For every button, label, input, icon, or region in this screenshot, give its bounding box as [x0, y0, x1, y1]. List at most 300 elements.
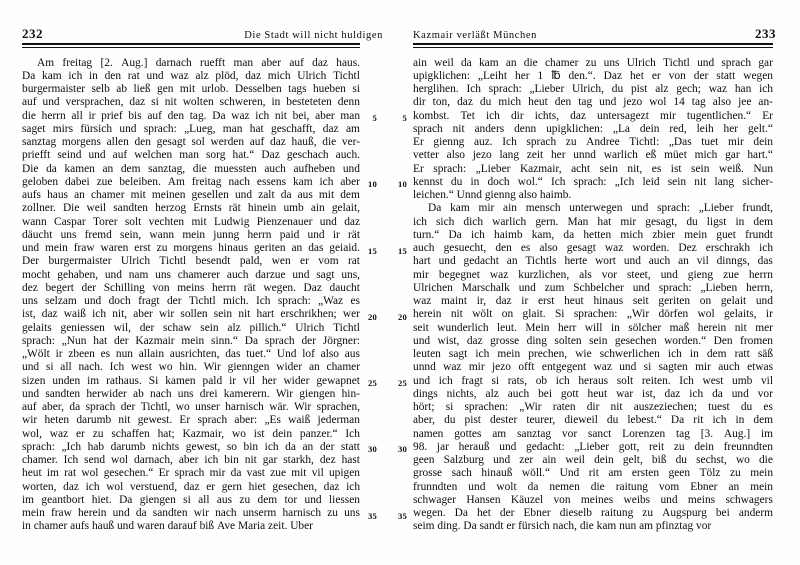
word: prief	[101, 109, 123, 122]
word: waz	[231, 109, 250, 122]
word: Nun	[753, 162, 774, 175]
word: Daz	[603, 69, 622, 82]
word: auch	[226, 268, 249, 281]
word: herrn	[41, 109, 66, 122]
word: man	[340, 109, 361, 122]
word: besteteten	[286, 96, 332, 109]
word: und	[413, 374, 431, 387]
word: het	[629, 69, 644, 82]
line-text	[413, 467, 773, 480]
word: wer	[342, 308, 360, 321]
text-line	[22, 295, 360, 308]
word: dein	[272, 427, 293, 440]
word: herte	[564, 255, 588, 268]
word: kamen	[64, 162, 95, 175]
word: waz	[443, 361, 462, 374]
word: gar	[758, 56, 773, 69]
word: ding.	[437, 520, 461, 533]
word: begert	[45, 281, 74, 294]
word: uns	[60, 228, 77, 241]
word: du	[611, 83, 624, 96]
word: Tölz	[699, 467, 721, 480]
line-number: 10	[368, 179, 377, 190]
left-folio-number: 232	[22, 26, 43, 41]
word: umb	[732, 374, 753, 387]
word: am	[608, 467, 623, 480]
word: kamerern.	[223, 387, 270, 400]
word: im	[760, 427, 773, 440]
word: an	[308, 361, 320, 374]
word: rats,	[507, 374, 528, 387]
word: er	[506, 520, 516, 533]
word: rit	[588, 467, 599, 480]
word: [3.	[700, 427, 714, 440]
word: hin-	[341, 387, 360, 400]
word: mein	[497, 348, 521, 361]
word: von	[152, 281, 170, 294]
word: muessten	[214, 162, 257, 175]
word: sagt	[448, 348, 468, 361]
word: an	[678, 255, 689, 268]
word: eß	[645, 149, 657, 162]
word: herauß	[458, 440, 490, 453]
word: waz	[170, 69, 189, 82]
word: im	[46, 467, 59, 480]
word: zue	[96, 175, 113, 188]
word: zu	[642, 507, 654, 520]
word: Tet	[460, 109, 475, 122]
word: daz	[664, 387, 681, 400]
word: teurer,	[526, 414, 556, 427]
line-number: 30	[398, 444, 407, 455]
word: auch	[648, 255, 671, 268]
word: will	[584, 321, 603, 334]
word: mensch	[525, 202, 561, 215]
word: mein	[750, 480, 773, 493]
word: fragt	[461, 374, 483, 387]
word: mit	[318, 189, 335, 202]
word: sein	[200, 321, 219, 334]
word: dabei	[65, 175, 90, 188]
word: auch	[413, 242, 435, 255]
word: Kazmair,	[182, 427, 225, 440]
word: si	[491, 374, 500, 387]
word: meinen	[151, 189, 186, 202]
line-text	[413, 428, 773, 441]
word: nam	[128, 268, 149, 281]
word: aber,	[41, 401, 64, 414]
word: Die	[62, 202, 80, 215]
word: Tichtl	[159, 255, 187, 268]
word: wir	[22, 414, 38, 427]
word: waiß	[288, 414, 311, 427]
word: und	[307, 228, 325, 241]
word: wie	[575, 348, 592, 361]
word: die	[322, 136, 337, 149]
word: Er	[413, 162, 424, 175]
text-line	[413, 202, 773, 215]
word: haus	[47, 189, 68, 202]
word: auf	[22, 401, 37, 414]
word: mir	[659, 109, 676, 122]
line-text	[413, 494, 773, 507]
word: tag	[691, 96, 706, 109]
word: ain	[413, 56, 427, 69]
line-number: 10	[398, 179, 407, 190]
word: dir	[586, 401, 600, 414]
word: an	[728, 480, 740, 493]
word: kam,	[531, 228, 555, 241]
text-line	[398, 440, 773, 455]
word: und	[499, 440, 517, 453]
text-line	[413, 83, 773, 96]
word: wir	[159, 308, 175, 321]
text-line	[22, 308, 377, 322]
word: worten,	[22, 480, 57, 493]
text-line	[22, 202, 360, 215]
word: gehaben,	[57, 268, 99, 281]
word: gedacht	[463, 255, 499, 268]
word: welchen	[134, 149, 173, 162]
word: Ulrich	[295, 321, 325, 334]
word: ich	[485, 109, 500, 122]
word: wo	[232, 427, 246, 440]
word: harnisch	[225, 401, 264, 414]
word: ℔	[551, 69, 561, 82]
word: an-	[758, 96, 773, 109]
word: geriten	[253, 242, 286, 255]
word: priefft	[22, 149, 51, 162]
word: dörfen	[658, 308, 689, 321]
word: dings	[413, 387, 438, 400]
word: geantbort	[41, 493, 85, 506]
word: aber	[315, 109, 335, 122]
word: Tichtl	[333, 321, 360, 334]
word: auf	[147, 109, 162, 122]
word: mich	[267, 69, 291, 82]
word: herglihen.	[413, 83, 459, 96]
word: wo	[735, 454, 750, 467]
word: waz	[708, 83, 728, 96]
word: Augspurg	[662, 507, 707, 520]
right-text-block	[398, 56, 774, 534]
word: ratt	[734, 348, 750, 361]
word: du	[675, 454, 687, 467]
word: ausrichten,	[169, 348, 220, 361]
text-line	[413, 494, 773, 507]
word: wist,	[437, 334, 460, 347]
word: sprach:	[143, 122, 177, 135]
text-line	[22, 83, 360, 96]
word: pist	[464, 414, 481, 427]
line-text	[413, 335, 773, 348]
word: ich	[759, 242, 774, 255]
word: die	[523, 56, 538, 69]
word: und	[319, 215, 337, 228]
word: hört;	[413, 401, 435, 414]
word: seit	[413, 321, 429, 334]
word: uns	[22, 295, 38, 308]
line-number: 35	[368, 510, 377, 521]
word: sprach	[413, 122, 443, 135]
text-line	[22, 388, 360, 401]
text-line	[413, 57, 773, 70]
word: wo	[158, 361, 173, 374]
word: werden	[210, 136, 245, 149]
word: seim	[413, 520, 435, 533]
word: meines	[580, 493, 614, 506]
word: schwerlichen	[599, 348, 660, 361]
word: grosse	[490, 334, 520, 347]
word: der	[139, 321, 155, 334]
word: nun	[619, 520, 637, 533]
word: Ludwig	[213, 215, 250, 228]
word: aber,	[413, 414, 435, 427]
word: sprach	[264, 334, 295, 347]
word: waz	[49, 427, 69, 440]
word: Er	[413, 136, 424, 149]
word: Ebner	[523, 507, 551, 520]
word: solten	[554, 334, 582, 347]
word: kam	[42, 69, 62, 82]
word: daz	[495, 295, 512, 308]
word: Torer	[93, 215, 118, 228]
word: biß	[199, 520, 215, 533]
word: Tichtl	[188, 295, 216, 308]
word: sich	[435, 215, 455, 228]
word: hiet.	[91, 493, 112, 506]
word: schweren,	[219, 96, 266, 109]
word: hab	[87, 440, 105, 453]
word: daz	[322, 122, 339, 135]
word: leuten	[413, 348, 441, 361]
word: „Lieben	[700, 281, 738, 294]
word: junng	[213, 228, 240, 241]
line-text	[22, 375, 360, 388]
text-line	[413, 454, 773, 467]
word: sprach:	[22, 440, 55, 453]
line-text	[413, 269, 773, 282]
word: sprachen:	[573, 308, 618, 321]
word: Da	[428, 202, 442, 215]
word: aber	[178, 454, 199, 467]
left-running-head	[22, 26, 385, 41]
word: weiß.	[718, 162, 744, 175]
line-text	[413, 454, 773, 467]
word: und	[493, 454, 511, 467]
word: und	[632, 281, 650, 294]
word: wir	[193, 507, 209, 520]
word: waz	[604, 242, 624, 255]
right-page	[385, 0, 800, 565]
word: Er	[762, 109, 773, 122]
line-text	[22, 163, 360, 176]
word: und	[104, 268, 122, 281]
word: Wir	[275, 387, 294, 400]
word: si	[445, 401, 454, 414]
word: Hansen	[466, 493, 501, 506]
word: unden	[52, 374, 81, 387]
word: erschrakh	[705, 242, 751, 255]
word: unterwegen	[569, 202, 623, 215]
word: tags	[288, 83, 307, 96]
text-line	[413, 414, 773, 427]
word: Aug.]	[723, 427, 751, 440]
word: etwas	[747, 361, 774, 374]
line-text	[22, 361, 360, 374]
word: Da	[448, 228, 462, 241]
word: Ave	[216, 520, 236, 533]
word: sanztag	[22, 136, 57, 149]
word: nit,	[112, 308, 128, 321]
word: heraus	[578, 374, 609, 387]
word: vom	[318, 255, 339, 268]
word: ligst	[706, 215, 727, 228]
text-line	[413, 70, 773, 83]
word: vor	[757, 387, 773, 400]
word: daz	[41, 308, 58, 321]
left-head-rule	[22, 43, 360, 48]
text-line	[22, 520, 360, 533]
word: leid	[642, 175, 660, 188]
word: waz	[593, 361, 612, 374]
word: dez	[22, 281, 38, 294]
word: bis	[128, 109, 142, 122]
word: „Das	[668, 136, 692, 149]
word: mocht	[22, 268, 51, 281]
word: mein	[45, 242, 68, 255]
word: jezo	[472, 149, 492, 162]
word: Die	[22, 162, 39, 175]
line-text	[413, 216, 773, 229]
word: giengen	[139, 493, 176, 506]
word: der	[114, 334, 129, 347]
word: wolt	[496, 480, 517, 493]
word: kam	[596, 520, 617, 533]
word: gelt.“	[747, 122, 773, 135]
word: gienngen	[227, 361, 270, 374]
word: daz	[245, 69, 262, 82]
word: unserm	[242, 507, 277, 520]
word: gesechen	[614, 334, 657, 347]
word: vil	[311, 467, 324, 480]
word: säß	[757, 348, 774, 361]
word: aus	[216, 493, 233, 506]
word: raitung	[615, 480, 648, 493]
word: mit	[179, 83, 196, 96]
word: Ich	[109, 361, 125, 374]
word: er	[300, 255, 309, 268]
word: wol	[649, 96, 667, 109]
word: nit	[452, 122, 465, 135]
word: ich	[346, 480, 361, 493]
word: ir	[229, 374, 237, 387]
word: schwager	[413, 493, 457, 506]
word: und	[623, 255, 641, 268]
word: zbier	[652, 228, 676, 241]
word: alz	[227, 321, 241, 334]
word: jee	[738, 96, 752, 109]
word: Kazmair,	[519, 162, 562, 175]
word: Schbelcher	[573, 281, 624, 294]
word: uns	[344, 507, 360, 520]
line-text	[413, 123, 773, 136]
word: „Lieber	[475, 162, 511, 175]
word: sprach	[526, 136, 557, 149]
word: und	[22, 387, 40, 400]
word: zue	[270, 467, 287, 480]
word: also	[446, 149, 466, 162]
word: und	[697, 56, 715, 69]
word: ich	[413, 215, 427, 228]
word: waren	[136, 520, 165, 533]
paragraph-indent	[413, 202, 428, 215]
word: ir	[88, 109, 96, 122]
right-folio-number: 233	[754, 26, 776, 41]
word: wegen.	[413, 507, 446, 520]
word: herzog	[155, 202, 187, 215]
word: dir	[413, 96, 426, 109]
word: vast	[246, 467, 265, 480]
word: guet	[716, 228, 736, 241]
line-text	[22, 494, 360, 507]
word: Tichtl	[333, 69, 360, 82]
word: send	[84, 454, 106, 467]
word: bei	[715, 507, 730, 520]
word: jezo	[623, 96, 643, 109]
word: mein	[22, 507, 45, 520]
word: drei	[199, 387, 218, 400]
word: und	[84, 295, 102, 308]
word: also	[320, 348, 339, 361]
word: dein	[694, 440, 714, 453]
word: sollen	[180, 308, 208, 321]
word: dieweil	[564, 414, 598, 427]
text-line	[413, 123, 773, 136]
line-text	[413, 282, 773, 295]
word: mit	[291, 467, 307, 480]
word: wol	[697, 308, 715, 321]
word: die	[758, 454, 773, 467]
word: uns	[603, 56, 620, 69]
word: Da	[454, 507, 468, 520]
word: weil	[434, 56, 454, 69]
word: kam	[478, 56, 499, 69]
word: und	[146, 69, 164, 82]
word: freitag	[191, 175, 222, 188]
word: Ich	[550, 175, 566, 188]
line-text	[413, 176, 773, 189]
word: und	[22, 361, 40, 374]
word: sein	[599, 162, 618, 175]
word: nit	[118, 414, 131, 427]
word: pald	[202, 374, 223, 387]
word: wol.“	[517, 175, 543, 188]
word: Ulrich	[626, 56, 656, 69]
word: Er	[179, 414, 191, 427]
word: saget	[22, 122, 46, 135]
word: tag	[578, 96, 593, 109]
word: tugentlichen.“	[686, 109, 752, 122]
word: si	[45, 361, 54, 374]
word: Ich	[255, 295, 271, 308]
line-text	[22, 202, 360, 215]
word: weibs	[623, 493, 651, 506]
word: hinein	[247, 202, 277, 215]
word: darzue	[255, 268, 286, 281]
word: „La	[612, 122, 630, 135]
word: zalt	[258, 189, 275, 202]
